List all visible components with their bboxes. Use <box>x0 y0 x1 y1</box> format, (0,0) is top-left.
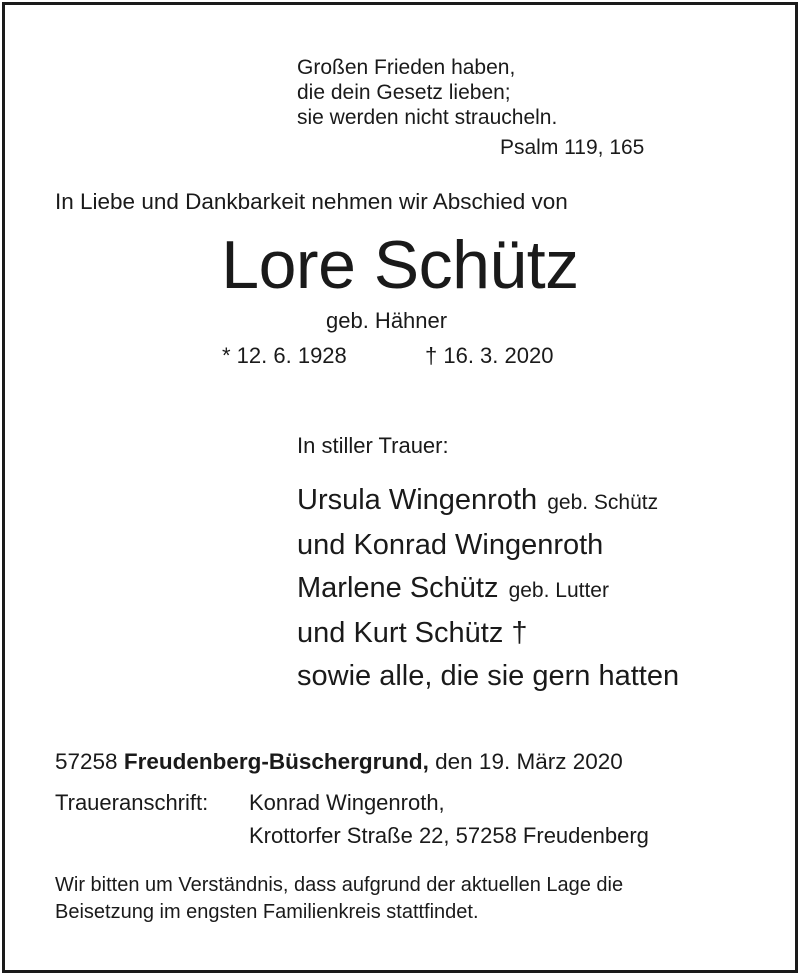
mourner-name: Ursula Wingenroth <box>297 484 538 516</box>
mourning-label: In stiller Trauer: <box>297 433 449 458</box>
mourner-line <box>297 612 679 655</box>
notice-line: Wir bitten um Verständnis, dass aufgrund der aktuellen Lage die <box>55 874 624 896</box>
deceased-name: Lore Schütz <box>221 227 579 303</box>
mourner-name: Marlene Schütz <box>297 572 499 604</box>
born-name: geb. Hähner <box>326 308 448 333</box>
notice-text <box>55 872 623 926</box>
intro-text: In Liebe und Dankbarkeit nehmen wir Abschied von <box>55 189 568 214</box>
psalm-verse <box>297 55 557 130</box>
mourner-name: und Konrad Wingenroth <box>297 529 604 561</box>
mourner-born-name: geb. Schütz <box>547 491 659 514</box>
address-line-1: Konrad Wingenroth, <box>249 790 445 815</box>
town-name: Freudenberg-Büschergrund, <box>123 749 429 774</box>
mourner-line <box>297 567 679 612</box>
mourner-born-name: geb. Lutter <box>508 579 609 602</box>
psalm-reference: Psalm 119, 165 <box>500 136 645 159</box>
mourner-line <box>297 479 679 524</box>
date-text: den 19. März 2020 <box>435 749 623 774</box>
mourner-name: sowie alle, die sie gern hatten <box>297 660 680 692</box>
place-date-line <box>55 749 623 775</box>
death-date: † 16. 3. 2020 <box>425 343 554 368</box>
mourner-line <box>297 524 679 567</box>
mourner-line <box>297 655 679 698</box>
mourners-list <box>297 479 679 698</box>
mourner-name: und Kurt Schütz † <box>297 617 528 649</box>
verse-line: sie werden nicht straucheln. <box>297 106 558 129</box>
zip-code: 57258 <box>55 749 118 774</box>
birth-date: * 12. 6. 1928 <box>222 343 347 368</box>
verse-line: die dein Gesetz lieben; <box>297 81 511 104</box>
address-label: Traueranschrift: <box>55 790 209 815</box>
address-line-2: Krottorfer Straße 22, 57258 Freudenberg <box>249 823 649 848</box>
verse-line: Großen Frieden haben, <box>297 56 516 79</box>
notice-line: Beisetzung im engsten Familienkreis stattfindet. <box>55 901 479 923</box>
